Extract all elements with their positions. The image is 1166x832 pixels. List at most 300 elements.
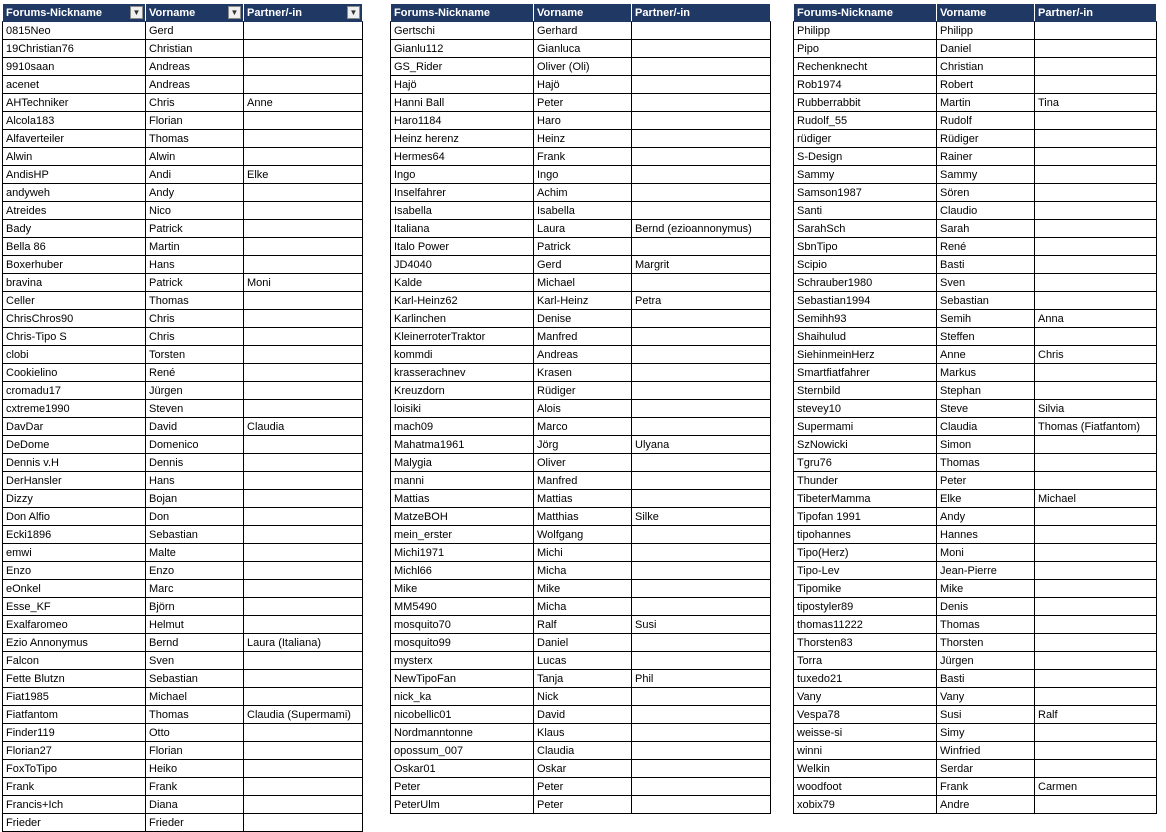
cell-nickname[interactable]: DavDar [3, 418, 146, 436]
cell-firstname[interactable]: Robert [937, 76, 1035, 94]
cell-nickname[interactable]: DeDome [3, 436, 146, 454]
cell-firstname[interactable]: Thomas [146, 706, 244, 724]
cell-partner[interactable] [632, 58, 771, 76]
cell-nickname[interactable]: AndisHP [3, 166, 146, 184]
cell-partner[interactable] [244, 130, 363, 148]
cell-partner[interactable] [632, 94, 771, 112]
cell-partner[interactable] [1035, 22, 1157, 40]
cell-firstname[interactable]: Malte [146, 544, 244, 562]
cell-firstname[interactable]: Sebastian [937, 292, 1035, 310]
cell-partner[interactable] [632, 652, 771, 670]
cell-firstname[interactable]: Matthias [534, 508, 632, 526]
cell-partner[interactable] [632, 796, 771, 814]
cell-firstname[interactable]: Heinz [534, 130, 632, 148]
cell-partner[interactable] [1035, 256, 1157, 274]
cell-firstname[interactable]: Sven [146, 652, 244, 670]
cell-partner[interactable]: Elke [244, 166, 363, 184]
cell-partner[interactable] [244, 490, 363, 508]
cell-partner[interactable] [1035, 796, 1157, 814]
cell-partner[interactable] [632, 778, 771, 796]
cell-partner[interactable]: Silvia [1035, 400, 1157, 418]
cell-firstname[interactable]: Peter [534, 796, 632, 814]
cell-partner[interactable]: Carmen [1035, 778, 1157, 796]
cell-firstname[interactable]: Daniel [534, 634, 632, 652]
cell-nickname[interactable]: Celler [3, 292, 146, 310]
cell-partner[interactable]: Anne [244, 94, 363, 112]
cell-nickname[interactable]: 19Christian76 [3, 40, 146, 58]
cell-partner[interactable] [1035, 526, 1157, 544]
cell-partner[interactable] [632, 562, 771, 580]
header-partner[interactable] [1035, 4, 1157, 22]
cell-partner[interactable] [632, 724, 771, 742]
cell-partner[interactable] [1035, 382, 1157, 400]
cell-firstname[interactable]: Rainer [937, 148, 1035, 166]
cell-firstname[interactable]: Thomas [146, 292, 244, 310]
cell-partner[interactable] [632, 328, 771, 346]
cell-firstname[interactable]: Heiko [146, 760, 244, 778]
cell-partner[interactable] [632, 166, 771, 184]
cell-firstname[interactable]: Martin [146, 238, 244, 256]
cell-partner[interactable]: Claudia (Supermami) [244, 706, 363, 724]
cell-partner[interactable] [244, 508, 363, 526]
cell-nickname[interactable]: Rechenknecht [794, 58, 937, 76]
cell-nickname[interactable]: Alfaverteiler [3, 130, 146, 148]
cell-firstname[interactable]: Florian [146, 742, 244, 760]
cell-nickname[interactable]: krasserachnev [391, 364, 534, 382]
header-partner[interactable] [632, 4, 771, 22]
cell-partner[interactable] [1035, 724, 1157, 742]
cell-nickname[interactable]: Thunder [794, 472, 937, 490]
cell-firstname[interactable]: Chris [146, 328, 244, 346]
cell-nickname[interactable]: Ezio Annonymus [3, 634, 146, 652]
cell-partner[interactable]: Thomas (Fiatfantom) [1035, 418, 1157, 436]
cell-nickname[interactable]: Rudolf_55 [794, 112, 937, 130]
cell-nickname[interactable]: manni [391, 472, 534, 490]
cell-partner[interactable] [632, 382, 771, 400]
cell-firstname[interactable]: Thomas [937, 454, 1035, 472]
cell-nickname[interactable]: Gertschi [391, 22, 534, 40]
cell-nickname[interactable]: Smartfiatfahrer [794, 364, 937, 382]
cell-nickname[interactable]: stevey10 [794, 400, 937, 418]
cell-partner[interactable] [244, 814, 363, 832]
cell-firstname[interactable]: David [534, 706, 632, 724]
cell-firstname[interactable]: Peter [534, 778, 632, 796]
cell-firstname[interactable]: Björn [146, 598, 244, 616]
cell-nickname[interactable]: mach09 [391, 418, 534, 436]
cell-nickname[interactable]: Hanni Ball [391, 94, 534, 112]
cell-firstname[interactable]: Daniel [937, 40, 1035, 58]
cell-nickname[interactable]: Dennis v.H [3, 454, 146, 472]
cell-firstname[interactable]: Oliver [534, 454, 632, 472]
cell-firstname[interactable]: Andreas [534, 346, 632, 364]
cell-nickname[interactable]: loisiki [391, 400, 534, 418]
cell-nickname[interactable]: 9910saan [3, 58, 146, 76]
cell-partner[interactable] [632, 112, 771, 130]
cell-firstname[interactable]: Helmut [146, 616, 244, 634]
cell-firstname[interactable]: Basti [937, 670, 1035, 688]
cell-partner[interactable] [632, 148, 771, 166]
cell-firstname[interactable]: Mike [937, 580, 1035, 598]
cell-partner[interactable] [1035, 616, 1157, 634]
cell-partner[interactable] [1035, 202, 1157, 220]
cell-partner[interactable] [632, 40, 771, 58]
cell-partner[interactable] [1035, 562, 1157, 580]
cell-firstname[interactable]: Jürgen [937, 652, 1035, 670]
cell-nickname[interactable]: Vespa78 [794, 706, 937, 724]
cell-firstname[interactable]: Patrick [146, 220, 244, 238]
filter-dropdown-icon[interactable]: ▼ [347, 6, 360, 19]
cell-firstname[interactable]: Simon [937, 436, 1035, 454]
cell-nickname[interactable]: Frieder [3, 814, 146, 832]
cell-partner[interactable] [632, 400, 771, 418]
cell-partner[interactable] [632, 346, 771, 364]
cell-partner[interactable] [1035, 328, 1157, 346]
sort-filter-dropdown-icon[interactable]: ▼ [130, 6, 143, 19]
cell-firstname[interactable]: Micha [534, 598, 632, 616]
cell-partner[interactable] [632, 598, 771, 616]
cell-firstname[interactable]: Andy [937, 508, 1035, 526]
cell-partner[interactable] [1035, 598, 1157, 616]
cell-nickname[interactable]: NewTipoFan [391, 670, 534, 688]
cell-firstname[interactable]: Michi [534, 544, 632, 562]
cell-partner[interactable] [244, 760, 363, 778]
cell-firstname[interactable]: Sammy [937, 166, 1035, 184]
cell-nickname[interactable]: acenet [3, 76, 146, 94]
cell-firstname[interactable]: Achim [534, 184, 632, 202]
cell-nickname[interactable]: tuxedo21 [794, 670, 937, 688]
cell-nickname[interactable]: Fette Blutzn [3, 670, 146, 688]
cell-partner[interactable] [632, 742, 771, 760]
cell-partner[interactable] [244, 796, 363, 814]
cell-partner[interactable] [1035, 364, 1157, 382]
cell-firstname[interactable]: Christian [146, 40, 244, 58]
cell-partner[interactable] [244, 616, 363, 634]
cell-nickname[interactable]: Italiana [391, 220, 534, 238]
cell-partner[interactable] [1035, 508, 1157, 526]
cell-partner[interactable]: Silke [632, 508, 771, 526]
cell-nickname[interactable]: Falcon [3, 652, 146, 670]
cell-partner[interactable] [632, 688, 771, 706]
cell-firstname[interactable]: Serdar [937, 760, 1035, 778]
cell-partner[interactable] [632, 544, 771, 562]
cell-firstname[interactable]: Andre [937, 796, 1035, 814]
cell-partner[interactable] [632, 490, 771, 508]
cell-nickname[interactable]: andyweh [3, 184, 146, 202]
cell-firstname[interactable]: Elke [937, 490, 1035, 508]
cell-nickname[interactable]: mosquito99 [391, 634, 534, 652]
cell-nickname[interactable]: Esse_KF [3, 598, 146, 616]
cell-nickname[interactable]: kommdi [391, 346, 534, 364]
cell-nickname[interactable]: Gianlu112 [391, 40, 534, 58]
cell-partner[interactable] [632, 580, 771, 598]
header-firstname[interactable] [146, 4, 244, 22]
cell-firstname[interactable]: Torsten [146, 346, 244, 364]
cell-partner[interactable]: Phil [632, 670, 771, 688]
cell-firstname[interactable]: Dennis [146, 454, 244, 472]
cell-partner[interactable] [1035, 634, 1157, 652]
cell-nickname[interactable]: Dizzy [3, 490, 146, 508]
cell-nickname[interactable]: eOnkel [3, 580, 146, 598]
cell-firstname[interactable]: Domenico [146, 436, 244, 454]
cell-firstname[interactable]: Frank [534, 148, 632, 166]
cell-nickname[interactable]: Thorsten83 [794, 634, 937, 652]
cell-firstname[interactable]: Jean-Pierre [937, 562, 1035, 580]
cell-nickname[interactable]: Tgru76 [794, 454, 937, 472]
cell-firstname[interactable]: Otto [146, 724, 244, 742]
cell-partner[interactable] [244, 328, 363, 346]
cell-partner[interactable] [244, 112, 363, 130]
cell-nickname[interactable]: Peter [391, 778, 534, 796]
cell-nickname[interactable]: Vany [794, 688, 937, 706]
cell-firstname[interactable]: Sven [937, 274, 1035, 292]
cell-partner[interactable] [1035, 166, 1157, 184]
cell-nickname[interactable]: Finder119 [3, 724, 146, 742]
header-partner[interactable] [244, 4, 363, 22]
cell-firstname[interactable]: Thorsten [937, 634, 1035, 652]
cell-nickname[interactable]: Frank [3, 778, 146, 796]
cell-firstname[interactable]: Bernd [146, 634, 244, 652]
cell-nickname[interactable]: Sammy [794, 166, 937, 184]
cell-partner[interactable] [1035, 454, 1157, 472]
cell-partner[interactable] [632, 472, 771, 490]
cell-partner[interactable]: Laura (Italiana) [244, 634, 363, 652]
cell-partner[interactable] [244, 562, 363, 580]
cell-partner[interactable] [1035, 652, 1157, 670]
cell-nickname[interactable]: Cookielino [3, 364, 146, 382]
cell-partner[interactable] [244, 238, 363, 256]
header-firstname[interactable] [534, 4, 632, 22]
cell-nickname[interactable]: Fiatfantom [3, 706, 146, 724]
cell-partner[interactable] [632, 310, 771, 328]
cell-partner[interactable] [244, 58, 363, 76]
cell-nickname[interactable]: bravina [3, 274, 146, 292]
cell-nickname[interactable]: Supermami [794, 418, 937, 436]
cell-firstname[interactable]: Lucas [534, 652, 632, 670]
cell-partner[interactable] [632, 22, 771, 40]
cell-firstname[interactable]: Patrick [146, 274, 244, 292]
cell-nickname[interactable]: clobi [3, 346, 146, 364]
cell-firstname[interactable]: Rüdiger [534, 382, 632, 400]
cell-nickname[interactable]: mein_erster [391, 526, 534, 544]
cell-partner[interactable]: Ulyana [632, 436, 771, 454]
cell-nickname[interactable]: Semihh93 [794, 310, 937, 328]
cell-nickname[interactable]: Tipo-Lev [794, 562, 937, 580]
cell-firstname[interactable]: Jürgen [146, 382, 244, 400]
cell-partner[interactable] [632, 364, 771, 382]
cell-firstname[interactable]: Bojan [146, 490, 244, 508]
cell-nickname[interactable]: weisse-si [794, 724, 937, 742]
cell-partner[interactable] [244, 76, 363, 94]
cell-firstname[interactable]: Gerhard [534, 22, 632, 40]
cell-firstname[interactable]: Jörg [534, 436, 632, 454]
cell-firstname[interactable]: Chris [146, 310, 244, 328]
cell-firstname[interactable]: Andy [146, 184, 244, 202]
cell-partner[interactable] [1035, 292, 1157, 310]
cell-nickname[interactable]: Rubberrabbit [794, 94, 937, 112]
cell-partner[interactable] [244, 526, 363, 544]
cell-partner[interactable] [1035, 76, 1157, 94]
cell-partner[interactable] [632, 184, 771, 202]
cell-nickname[interactable]: Fiat1985 [3, 688, 146, 706]
cell-nickname[interactable]: Karlinchen [391, 310, 534, 328]
cell-nickname[interactable]: Philipp [794, 22, 937, 40]
cell-partner[interactable] [244, 652, 363, 670]
cell-firstname[interactable]: Frieder [146, 814, 244, 832]
cell-partner[interactable] [244, 688, 363, 706]
cell-firstname[interactable]: Rüdiger [937, 130, 1035, 148]
header-firstname[interactable] [937, 4, 1035, 22]
cell-firstname[interactable]: Don [146, 508, 244, 526]
cell-nickname[interactable]: MatzeBOH [391, 508, 534, 526]
cell-partner[interactable] [1035, 40, 1157, 58]
cell-nickname[interactable]: SzNowicki [794, 436, 937, 454]
cell-partner[interactable] [244, 40, 363, 58]
cell-nickname[interactable]: xobix79 [794, 796, 937, 814]
cell-partner[interactable] [1035, 130, 1157, 148]
cell-nickname[interactable]: Chris-Tipo S [3, 328, 146, 346]
cell-firstname[interactable]: Marco [534, 418, 632, 436]
cell-firstname[interactable]: Nick [534, 688, 632, 706]
cell-firstname[interactable]: Peter [534, 94, 632, 112]
cell-firstname[interactable]: Hannes [937, 526, 1035, 544]
cell-nickname[interactable]: Scipio [794, 256, 937, 274]
cell-nickname[interactable]: SiehinmeinHerz [794, 346, 937, 364]
cell-nickname[interactable]: Don Alfio [3, 508, 146, 526]
cell-nickname[interactable]: Welkin [794, 760, 937, 778]
cell-nickname[interactable]: Tipomike [794, 580, 937, 598]
cell-firstname[interactable]: Simy [937, 724, 1035, 742]
cell-firstname[interactable]: Winfried [937, 742, 1035, 760]
cell-firstname[interactable]: Nico [146, 202, 244, 220]
cell-nickname[interactable]: TibeterMamma [794, 490, 937, 508]
cell-nickname[interactable]: JD4040 [391, 256, 534, 274]
cell-partner[interactable] [244, 292, 363, 310]
cell-nickname[interactable]: Sternbild [794, 382, 937, 400]
cell-firstname[interactable]: Denis [937, 598, 1035, 616]
cell-nickname[interactable]: Malygia [391, 454, 534, 472]
cell-firstname[interactable]: Andreas [146, 58, 244, 76]
cell-firstname[interactable]: Basti [937, 256, 1035, 274]
cell-firstname[interactable]: Claudio [937, 202, 1035, 220]
cell-partner[interactable] [1035, 112, 1157, 130]
cell-firstname[interactable]: Krasen [534, 364, 632, 382]
cell-partner[interactable] [244, 598, 363, 616]
cell-partner[interactable] [632, 202, 771, 220]
cell-nickname[interactable]: woodfoot [794, 778, 937, 796]
cell-nickname[interactable]: AHTechniker [3, 94, 146, 112]
cell-firstname[interactable]: Andi [146, 166, 244, 184]
cell-nickname[interactable]: FoxToTipo [3, 760, 146, 778]
cell-partner[interactable] [632, 634, 771, 652]
cell-nickname[interactable]: Francis+Ich [3, 796, 146, 814]
cell-partner[interactable] [244, 724, 363, 742]
cell-nickname[interactable]: Shaihulud [794, 328, 937, 346]
cell-nickname[interactable]: nick_ka [391, 688, 534, 706]
cell-nickname[interactable]: Atreides [3, 202, 146, 220]
cell-nickname[interactable]: mosquito70 [391, 616, 534, 634]
cell-firstname[interactable]: Klaus [534, 724, 632, 742]
cell-firstname[interactable]: Haro [534, 112, 632, 130]
cell-nickname[interactable]: Bella 86 [3, 238, 146, 256]
cell-nickname[interactable]: Pipo [794, 40, 937, 58]
cell-nickname[interactable]: cromadu17 [3, 382, 146, 400]
cell-nickname[interactable]: Sebastian1994 [794, 292, 937, 310]
cell-nickname[interactable]: Karl-Heinz62 [391, 292, 534, 310]
cell-firstname[interactable]: Manfred [534, 472, 632, 490]
cell-partner[interactable] [1035, 472, 1157, 490]
cell-firstname[interactable]: Rudolf [937, 112, 1035, 130]
cell-nickname[interactable]: MM5490 [391, 598, 534, 616]
cell-firstname[interactable]: Denise [534, 310, 632, 328]
cell-nickname[interactable]: Schrauber1980 [794, 274, 937, 292]
cell-nickname[interactable]: Mike [391, 580, 534, 598]
cell-nickname[interactable]: emwi [3, 544, 146, 562]
cell-partner[interactable] [632, 706, 771, 724]
cell-firstname[interactable]: Claudia [534, 742, 632, 760]
cell-partner[interactable] [244, 778, 363, 796]
cell-partner[interactable]: Bernd (ezioannonymus) [632, 220, 771, 238]
cell-partner[interactable] [632, 76, 771, 94]
cell-partner[interactable] [1035, 580, 1157, 598]
cell-partner[interactable] [1035, 148, 1157, 166]
cell-firstname[interactable]: Gerd [534, 256, 632, 274]
cell-partner[interactable] [1035, 58, 1157, 76]
cell-partner[interactable] [632, 130, 771, 148]
cell-firstname[interactable]: Claudia [937, 418, 1035, 436]
cell-firstname[interactable]: Karl-Heinz [534, 292, 632, 310]
cell-nickname[interactable]: Nordmanntonne [391, 724, 534, 742]
cell-nickname[interactable]: nicobellic01 [391, 706, 534, 724]
cell-firstname[interactable]: Susi [937, 706, 1035, 724]
cell-firstname[interactable]: Steve [937, 400, 1035, 418]
cell-partner[interactable] [244, 472, 363, 490]
cell-nickname[interactable]: Italo Power [391, 238, 534, 256]
cell-nickname[interactable]: Santi [794, 202, 937, 220]
cell-firstname[interactable]: Oskar [534, 760, 632, 778]
cell-nickname[interactable]: Heinz herenz [391, 130, 534, 148]
filter-dropdown-icon[interactable]: ▼ [228, 6, 241, 19]
cell-nickname[interactable]: Kreuzdorn [391, 382, 534, 400]
cell-nickname[interactable]: Florian27 [3, 742, 146, 760]
cell-nickname[interactable]: PeterUlm [391, 796, 534, 814]
cell-partner[interactable] [244, 580, 363, 598]
cell-nickname[interactable]: DerHansler [3, 472, 146, 490]
cell-nickname[interactable]: ChrisChros90 [3, 310, 146, 328]
cell-partner[interactable] [244, 364, 363, 382]
cell-partner[interactable] [1035, 742, 1157, 760]
cell-firstname[interactable]: Ingo [534, 166, 632, 184]
cell-firstname[interactable]: Martin [937, 94, 1035, 112]
cell-nickname[interactable]: Michi1971 [391, 544, 534, 562]
cell-nickname[interactable]: Exalfaromeo [3, 616, 146, 634]
cell-nickname[interactable]: tipostyler89 [794, 598, 937, 616]
cell-firstname[interactable]: David [146, 418, 244, 436]
cell-firstname[interactable]: René [146, 364, 244, 382]
cell-firstname[interactable]: Anne [937, 346, 1035, 364]
cell-nickname[interactable]: Alwin [3, 148, 146, 166]
cell-firstname[interactable]: Vany [937, 688, 1035, 706]
cell-nickname[interactable]: 0815Neo [3, 22, 146, 40]
cell-nickname[interactable]: rüdiger [794, 130, 937, 148]
cell-partner[interactable] [1035, 544, 1157, 562]
cell-partner[interactable] [244, 544, 363, 562]
cell-nickname[interactable]: Enzo [3, 562, 146, 580]
cell-nickname[interactable]: cxtreme1990 [3, 400, 146, 418]
cell-firstname[interactable]: Christian [937, 58, 1035, 76]
cell-firstname[interactable]: Hajö [534, 76, 632, 94]
cell-nickname[interactable]: Alcola183 [3, 112, 146, 130]
cell-firstname[interactable]: Thomas [937, 616, 1035, 634]
